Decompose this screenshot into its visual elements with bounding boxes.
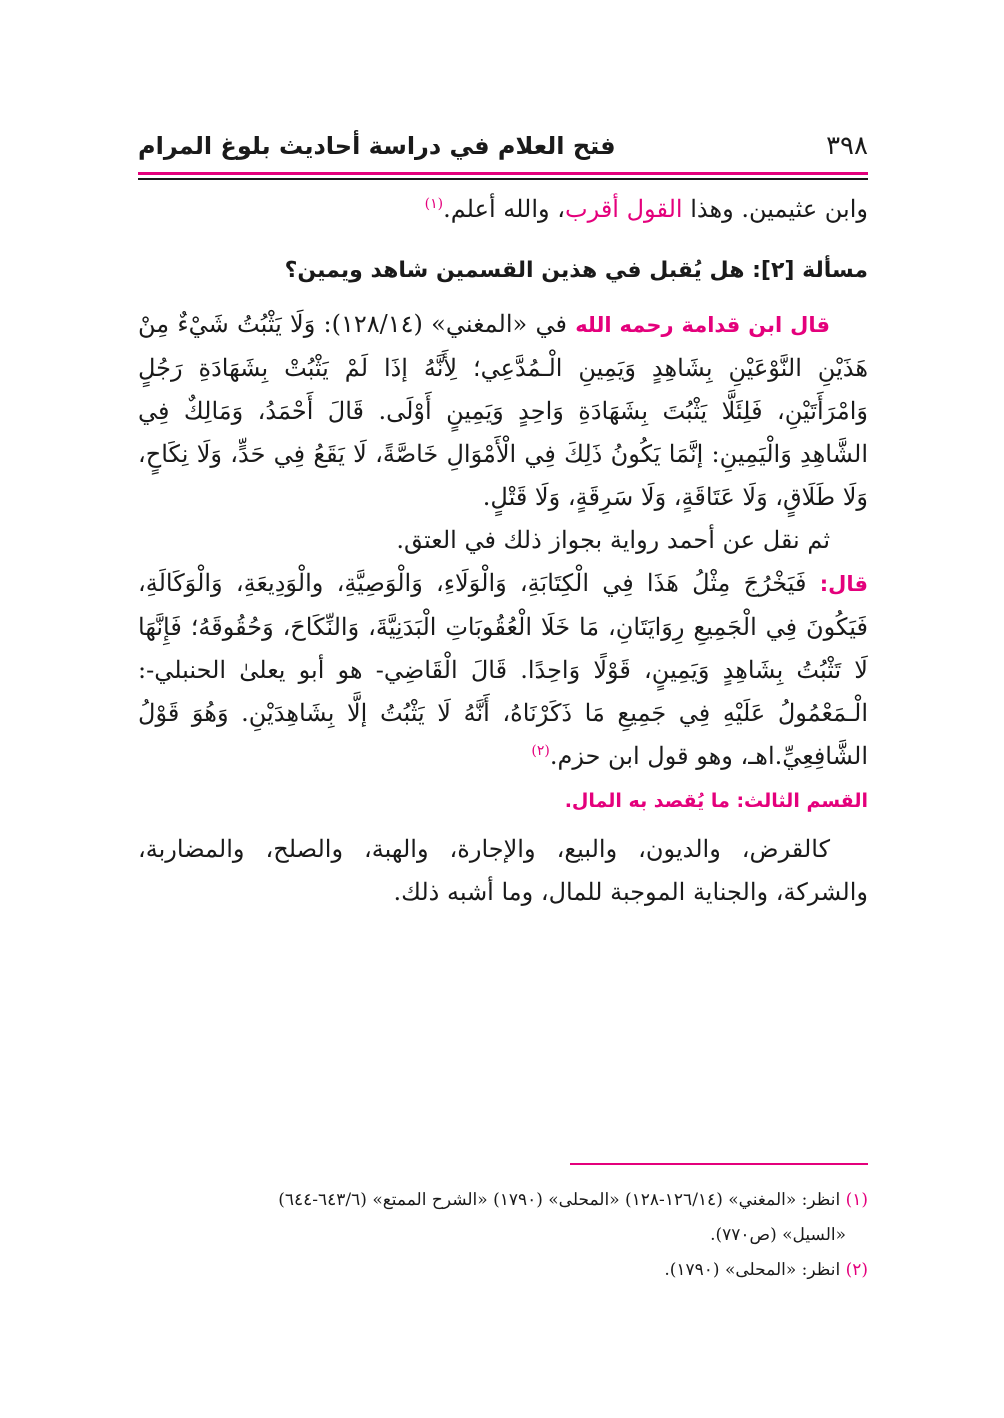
header-rule-black xyxy=(138,178,868,180)
footnote-2 xyxy=(138,1253,868,1288)
page-number: ٣٩٨ xyxy=(826,131,868,161)
speaker-label: قال: xyxy=(819,572,868,596)
footnote-ref-2: (٢) xyxy=(531,743,550,759)
book-title: فتح العلام في دراسة أحاديث بلوغ المرام xyxy=(138,132,616,160)
paragraph-continuation xyxy=(138,188,868,231)
footnotes xyxy=(138,1183,868,1288)
quote-text: فَيَخْرُجَ مِثْلُ هَذَا فِي الْكِتَابَةِ، وَالْوَلَاءِ، وَالْوَصِيَّةِ، والْوَدِيعَةِ، وَالْوَكَالَةِ، فَيَكُونَ فِي الْجَمِيعِ رِوَايَتَانِ، مَا خَلَا الْعُقُوبَاتِ الْبَدَنِيَّةَ، وَالنِّكَاحَ، وَحُقُوقَهُ؛ فَإِنَّهَا لَا تَثْبُتُ بِشَاهِدٍ وَيَمِينٍ، قَوْلًا وَاحِدًا. قَالَ الْقَاضِي- هو أبو يعلىٰ الحنبلي-: الْـمَعْمُولُ عَلَيْهِ فِي جَمِيعِ مَا ذَكَرْنَاهُ، أَنَّهُ لَا يَثْبُتُ إلَّا بِشَاهِدَيْنِ. وَهُوَ قَوْلُ الشَّافِعِيِّ.اهـ، وهو قول ابن حزم. xyxy=(138,569,868,770)
text-run: ، والله أعلم. xyxy=(443,195,565,223)
paragraph-ibn-qudama xyxy=(138,303,868,519)
footnote-number: (١) xyxy=(845,1190,868,1210)
text-run: وابن عثيمين. وهذا xyxy=(682,195,868,223)
footnote-ref-1: (١) xyxy=(424,196,444,212)
footnote-number: (٢) xyxy=(845,1260,868,1280)
footnote-1-continuation: «السيل» (ص٧٧٠). xyxy=(710,1225,846,1245)
paragraph-narration: ثم نقل عن أحمد رواية بجواز ذلك في العتق. xyxy=(396,526,830,554)
paragraph-qala xyxy=(138,562,868,778)
issue-heading: مسألة [٢]: هل يُقبل في هذين القسمين شاهد ويمين؟ xyxy=(284,258,868,283)
footnote-text: انظر: «المحلى» (١٧٩٠). xyxy=(664,1260,846,1280)
footnote-1 xyxy=(138,1183,868,1218)
quote-text: في «المغني» (١٢٨/١٤): وَلَا يَثْبُتُ شَيْءٌ مِنْ هَذَيْنِ النَّوْعَيْنِ بِشَاهِدٍ وَيَمِينِ الْـمُدَّعِي؛ لِأَنَّهُ إذَا لَمْ يَثْبُتْ بِشَهَادَةِ رَجُلٍ وَامْرَأَتَيْنِ، فَلِئَلَّا يَثْبُتَ بِشَهَادَةِ وَاحِدٍ وَيَمِينٍ أَوْلَى. قَالَ أَحْمَدُ، وَمَالِكٌ فِي الشَّاهِدِ وَالْيَمِينِ: إنَّمَا يَكُونُ ذَلِكَ فِي الْأَمْوَالِ خَاصَّةً، لَا يَقَعُ فِي حَدٍّ، وَلَا نِكَاحٍ، وَلَا طَلَاقٍ، وَلَا عَتَاقَةٍ، وَلَا سَرِقَةٍ، وَلَا قَتْلٍ. xyxy=(138,310,869,511)
speaker-label: قال ابن قدامة رحمه الله xyxy=(575,313,831,337)
header-rule-pink xyxy=(138,172,868,175)
section-heading: القسم الثالث: ما يُقصد به المال. xyxy=(564,790,868,812)
main-text xyxy=(138,188,868,914)
footnote-separator xyxy=(570,1163,868,1165)
highlight-text: القول أقرب xyxy=(565,195,683,223)
footnote-text: انظر: «المغني» (١٢٦/١٤-١٢٨) «المحلى» (١٧٩٠) «الشرح الممتع» (٦٤٣/٦-٦٤٤) xyxy=(278,1190,846,1210)
paragraph-examples: كالقرض، والديون، والبيع، والإجارة، والهبة، والصلح، والمضاربة، والشركة، والجناية الموجبة للمال، وما أشبه ذلك. xyxy=(138,835,868,906)
page-header xyxy=(138,128,868,164)
